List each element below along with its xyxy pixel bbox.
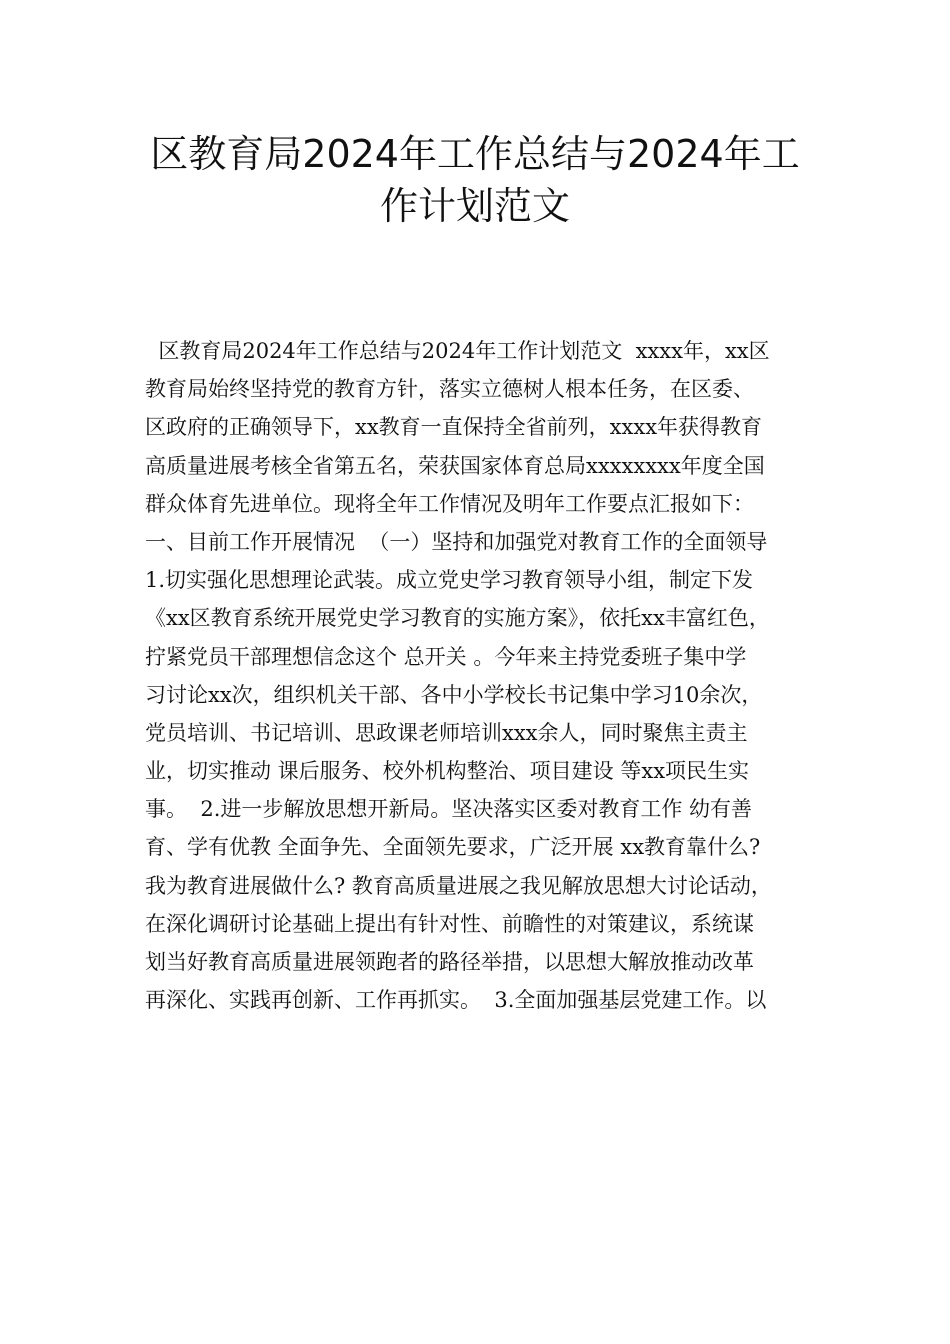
body-line-15: 我为教育进展做什么? 教育高质量进展之我见解放思想大讨论话动，	[145, 873, 772, 898]
body-line-7: 1.切实强化思想理论武装。成立党史学习教育领导小组，制定下发	[145, 568, 754, 593]
body-line-4: 高质量进展考核全省第五名，荣获国家体育总局xxxxxxxx年度全国	[145, 453, 765, 478]
body-line-3: 区政府的正确领导下，xx教育一直保持全省前列，xxxx年获得教育	[145, 415, 763, 440]
body-line-8: 《xx区教育系统开展党史学习教育的实施方案》，依托xx丰富红色，	[145, 606, 770, 631]
document-body	[145, 332, 815, 1019]
body-line-5: 群众体育先进单位。现将全年工作情况及明年工作要点汇报如下：	[145, 491, 754, 516]
body-line-14: 育、学有优教 全面争先、全面领先要求，广泛开展 xx教育靠什么?	[145, 835, 761, 860]
body-line-1: 区教育局2024年工作总结与2024年工作计划范文 xxxx年，xx区	[145, 339, 770, 363]
body-line-11: 党员培训、书记培训、思政课老师培训xxx余人，同时聚焦主责主	[145, 720, 748, 745]
body-line-13: 事。 2.进一步解放思想开新局。坚决落实区委对教育工作 幼有善	[145, 797, 753, 822]
body-line-16: 在深化调研讨论基础上提出有针对性、前瞻性的对策建议，系统谋	[145, 911, 754, 936]
body-line-2: 教育局始终坚持党的教育方针，落实立德树人根本任务，在区委、	[145, 377, 754, 402]
title-line-1: 区教育局2024年工作总结与2024年工	[150, 132, 800, 176]
title-line-2: 作计划范文	[379, 184, 570, 228]
body-line-6: 一、目前工作开展情况 （一）坚持和加强党对教育工作的全面领导	[145, 529, 768, 554]
body-line-18: 再深化、实践再创新、工作再抓实。 3.全面加强基层党建工作。以	[145, 988, 767, 1013]
body-line-10: 习讨论xx次，组织机关干部、各中小学校长书记集中学习10余次，	[145, 682, 763, 707]
body-line-9: 拧紧党员干部理想信念这个 总开关 。今年来主持党委班子集中学	[145, 644, 747, 669]
body-line-17: 划当好教育高质量进展领跑者的路径举措，以思想大解放推动改革	[145, 950, 754, 974]
body-line-12: 业，切实推动 课后服务、校外机构整治、项目建设 等xx项民生实	[145, 759, 750, 784]
document-title	[100, 128, 850, 232]
